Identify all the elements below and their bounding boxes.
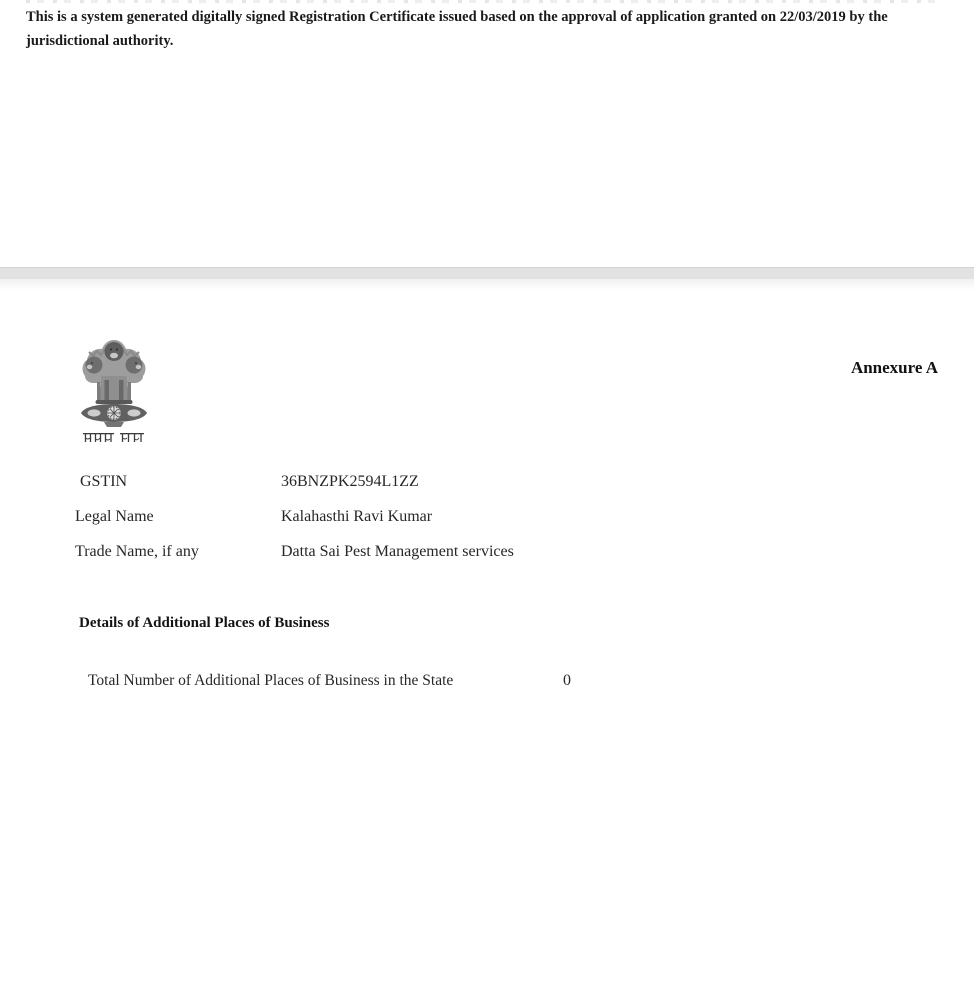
field-row-trade-name [75, 542, 715, 577]
total-places-label: Total Number of Additional Places of Business in the State [88, 672, 454, 689]
cut-off-text-line [26, 0, 938, 3]
page-break-shadow [0, 279, 974, 290]
india-national-emblem-icon [77, 338, 151, 447]
gstin-label: GSTIN [80, 473, 128, 490]
registration-fields [75, 472, 715, 577]
field-row-gstin [75, 472, 715, 507]
gstin-value: 36BNZPK2594L1ZZ [281, 473, 419, 490]
legal-name-value: Kalahasthi Ravi Kumar [281, 508, 433, 525]
total-places-value: 0 [563, 672, 571, 689]
certificate-intro-paragraph: This is a system generated digitally signed Registration Certificate issued based on the approval of application granted on 22/03/2019 by the jurisdictional authority. [26, 9, 888, 49]
page-break-separator [0, 267, 974, 279]
annexure-label: Annexure A [850, 358, 938, 377]
total-places-row [88, 671, 788, 691]
additional-places-section-heading: Details of Additional Places of Business [79, 615, 330, 631]
trade-name-label: Trade Name, if any [75, 543, 199, 560]
legal-name-label: Legal Name [75, 508, 154, 525]
field-row-legal-name [75, 507, 715, 542]
trade-name-value: Datta Sai Pest Management services [281, 543, 514, 560]
satyameva-jayate-motto [83, 433, 144, 442]
